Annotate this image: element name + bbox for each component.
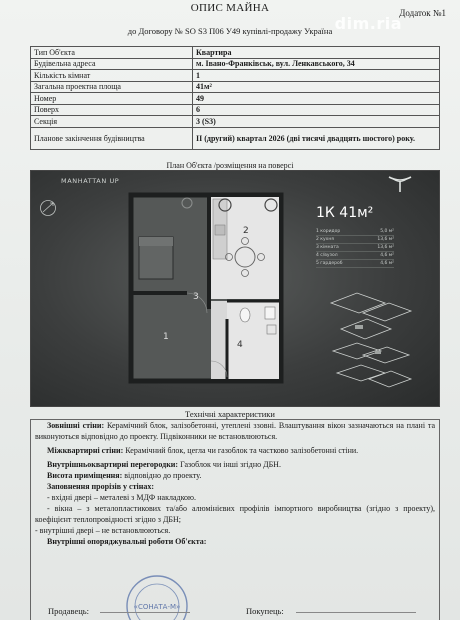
room-name: 4 с/вузол (316, 253, 338, 258)
room-name: 3 кімната (316, 245, 339, 250)
row-value: м. Івано-Франківськ, вул. Ленкавського, 34 (193, 58, 440, 70)
buyer-signature-line (296, 612, 416, 613)
list-item (316, 252, 394, 260)
row-key: Номер (31, 93, 193, 105)
row-key: Секція (31, 116, 193, 128)
room-number-3: 3 (193, 292, 199, 302)
room-name: 5 гардероб (316, 261, 343, 266)
outer-walls-paragraph (35, 420, 435, 442)
table-row (31, 47, 440, 59)
height-paragraph (35, 470, 435, 481)
inter-walls-label: Міжквартирні стіни: (47, 446, 124, 455)
list-item (316, 244, 394, 252)
table-row (31, 127, 440, 149)
outer-walls-text: Керамічний блок, залізобетонні, утеплені ззовні. Влаштування вікон зазначаються на плані та виконуються відповідно до проекту. Підвіконники не встановлюються. (35, 421, 435, 441)
row-key: Поверх (31, 104, 193, 116)
room-area: 5,0 м² (380, 229, 394, 234)
height-label: Висота приміщення: (47, 471, 123, 480)
row-key: Будівельна адреса (31, 58, 193, 70)
finishing-label: Внутрішні опоряджувальні роботи Об'єкта: (47, 537, 207, 546)
row-value: Квартира (193, 47, 440, 59)
document-title: ОПИС МАЙНА (190, 2, 270, 14)
table-row (31, 116, 440, 128)
inter-walls-paragraph (35, 445, 435, 456)
tech-title: Технічні характеристики (185, 409, 275, 419)
row-value: ІІ (другий) квартал 2026 (дві тисячі двадцять шостого) року. (193, 127, 440, 149)
contract-reference: до Договору № SO S3 П06 У49 купівлі-продажу Україна (127, 26, 333, 36)
table-row (31, 70, 440, 82)
watermark: dim.ria (334, 14, 402, 33)
row-key: Тип Об'єкта (31, 47, 193, 59)
row-value: 41м² (193, 81, 440, 93)
compass-icon (39, 199, 57, 217)
table-row (31, 104, 440, 116)
inner-doors-line: - внутрішні двері – не встановлюються. (35, 526, 171, 535)
finishing-heading (35, 536, 435, 547)
row-key: Кількість кімнат (31, 70, 193, 82)
partitions-paragraph (35, 459, 435, 470)
room-number-4: 4 (237, 340, 243, 350)
row-key: Загальна проектна площа (31, 81, 193, 93)
seller-label: Продавець: (48, 606, 90, 616)
list-item (316, 228, 394, 236)
room-number-2: 2 (243, 226, 249, 236)
floor-plan-image (30, 170, 440, 407)
row-key: Планове закінчення будівництва (31, 127, 193, 149)
table-row (31, 58, 440, 70)
apartment-title: 1К 41м² (316, 205, 374, 221)
entrance-door-line: - вхідні двері – металеві з МДФ накладкою. (47, 493, 197, 502)
seller-signature-line (100, 612, 190, 613)
row-value: 3 (S3) (193, 116, 440, 128)
room-area: 13,6 м² (377, 245, 394, 250)
room-name: 2 кухня (316, 237, 334, 242)
stamp-text: «СОНАТА-М» (133, 603, 181, 611)
list-item (316, 260, 394, 268)
inter-walls-text: Керамічний блок, цегла чи газоблок та частково залізобетонні стіни. (123, 446, 359, 455)
object-info-table (30, 46, 440, 150)
openings-label: Заповнення прорізів у стінах: (47, 482, 155, 491)
row-value: 49 (193, 93, 440, 105)
room-area-list (316, 228, 394, 268)
outer-walls-label: Зовнішні стіни: (47, 421, 105, 430)
height-text: відповідно до проекту. (122, 471, 202, 480)
buyer-label: Покупець: (246, 606, 284, 616)
room-area: 4,6 м² (380, 261, 394, 266)
room-number-1: 1 (163, 332, 169, 342)
openings-heading (35, 481, 435, 492)
row-value: 6 (193, 104, 440, 116)
windows-line: - вікна – з металопластикових та/або алюмінієвих профілів імпортного виробництва (згідно з проекту), коефіцієнт теплопровідності згідно з ДБН; (35, 504, 435, 524)
list-item (316, 236, 394, 244)
table-row (31, 81, 440, 93)
room-area: 4,6 м² (380, 253, 394, 258)
tech-characteristics (30, 419, 440, 620)
room-area: 13,6 м² (377, 237, 394, 242)
table-row (31, 93, 440, 105)
room-name: 1 коридор (316, 229, 341, 234)
brand-label: MANHATTAN UP (61, 177, 120, 185)
apartment-floorplan (127, 189, 287, 389)
partitions-text: Газоблок чи інші згідно ДБН. (178, 460, 281, 469)
appendix-label: Додаток №1 (399, 8, 446, 18)
plan-caption: План Об'єкта /розміщення на поверсі (166, 161, 294, 170)
building-layout-diagram (327, 289, 413, 399)
partitions-label: Внутрішньоквартирні перегородки: (47, 460, 179, 469)
brand-logo-icon (387, 175, 413, 193)
row-value: 1 (193, 70, 440, 82)
